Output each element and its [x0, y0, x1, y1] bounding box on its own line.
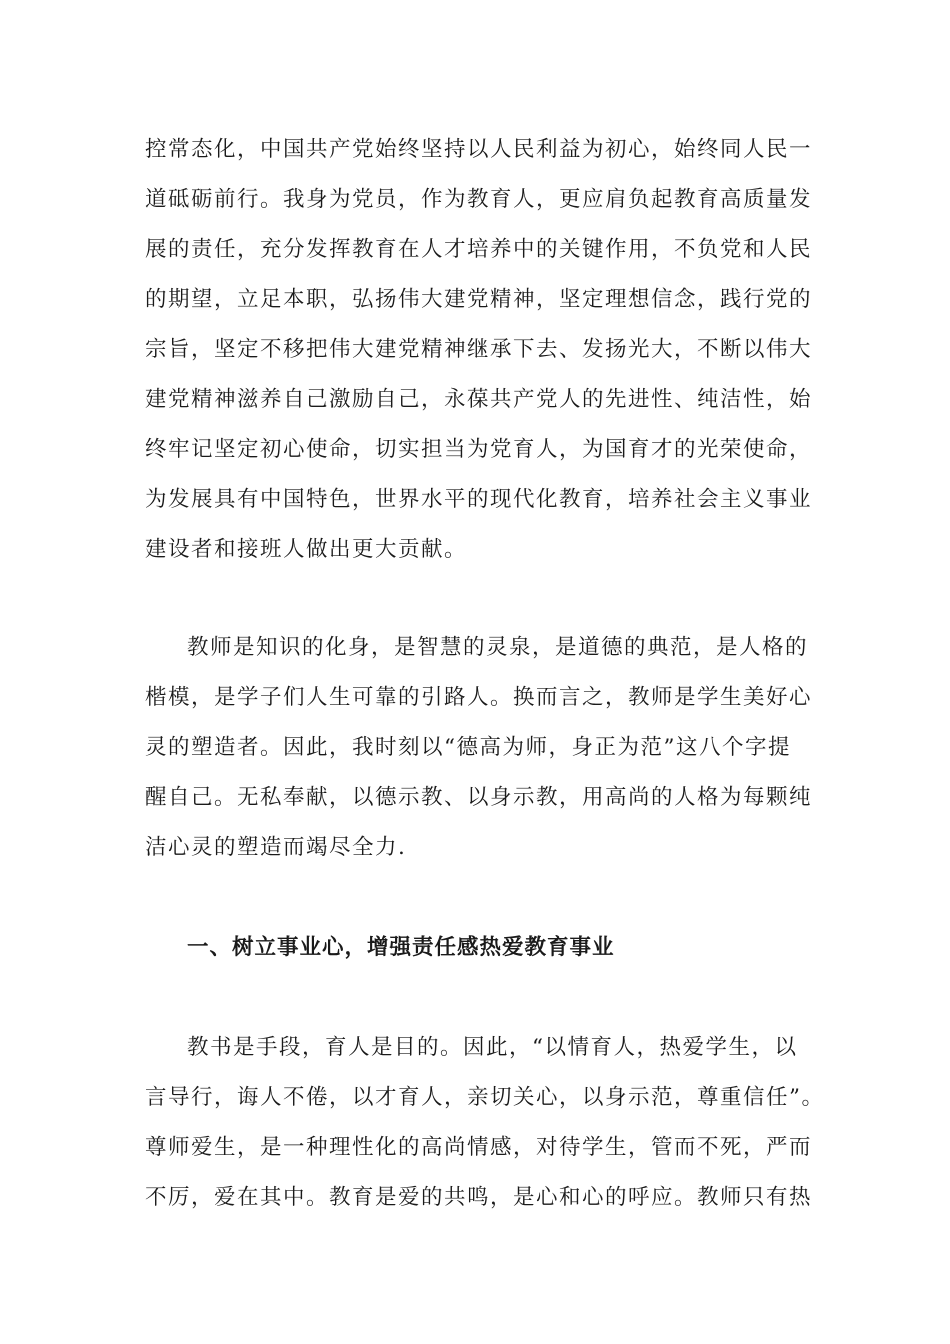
- paragraph-2-line: 醒自己。无私奉献，以德示教、以身示教，用高尚的人格为每颗纯: [145, 785, 813, 810]
- paragraph-1-line: 的期望，立足本职，弘扬伟大建党精神，坚定理想信念，践行党的: [145, 287, 813, 312]
- paragraph-2-line: 教师是知识的化身，是智慧的灵泉，是道德的典范，是人格的: [187, 635, 809, 660]
- paragraph-2-line: 灵的塑造者。因此，我时刻以“德高为师，身正为范”这八个字提: [145, 735, 791, 760]
- paragraph-3-line: 教书是手段，育人是目的。因此，“以情育人，热爱学生，以: [187, 1035, 798, 1060]
- paragraph-1-line: 展的责任，充分发挥教育在人才培养中的关键作用，不负党和人民: [145, 237, 813, 262]
- paragraph-1-line: 宗旨，坚定不移把伟大建党精神继承下去、发扬光大，不断以伟大: [145, 337, 813, 362]
- paragraph-1-line: 控常态化，中国共产党始终坚持以人民利益为初心，始终同人民一: [145, 137, 813, 162]
- paragraph-3-line: 言导行，诲人不倦，以才育人，亲切关心，以身示范，尊重信任”。: [145, 1085, 825, 1110]
- paragraph-3-line: 尊师爱生，是一种理性化的高尚情感，对待学生，管而不死，严而: [145, 1135, 813, 1160]
- paragraph-2-line: 洁心灵的塑造而竭尽全力.: [145, 835, 407, 860]
- paragraph-1-line: 建党精神滋养自己激励自己，永葆共产党人的先进性、纯洁性，始: [145, 387, 813, 412]
- paragraph-1-line: 为发展具有中国特色，世界水平的现代化教育，培养社会主义事业: [145, 487, 813, 512]
- paragraph-1-line: 终牢记坚定初心使命，切实担当为党育人，为国育才的光荣使命，: [145, 437, 813, 462]
- paragraph-1-line: 建设者和接班人做出更大贡献。: [145, 537, 468, 562]
- paragraph-3-line: 不厉，爱在其中。教育是爱的共鸣，是心和心的呼应。教师只有热: [145, 1185, 813, 1210]
- paragraph-2-line: 楷模，是学子们人生可靠的引路人。换而言之，教师是学生美好心: [145, 685, 813, 710]
- paragraph-1-line: 道砥砺前行。我身为党员，作为教育人，更应肩负起教育高质量发: [145, 187, 813, 212]
- section-heading: 一、树立事业心，增强责任感热爱教育事业: [187, 935, 615, 960]
